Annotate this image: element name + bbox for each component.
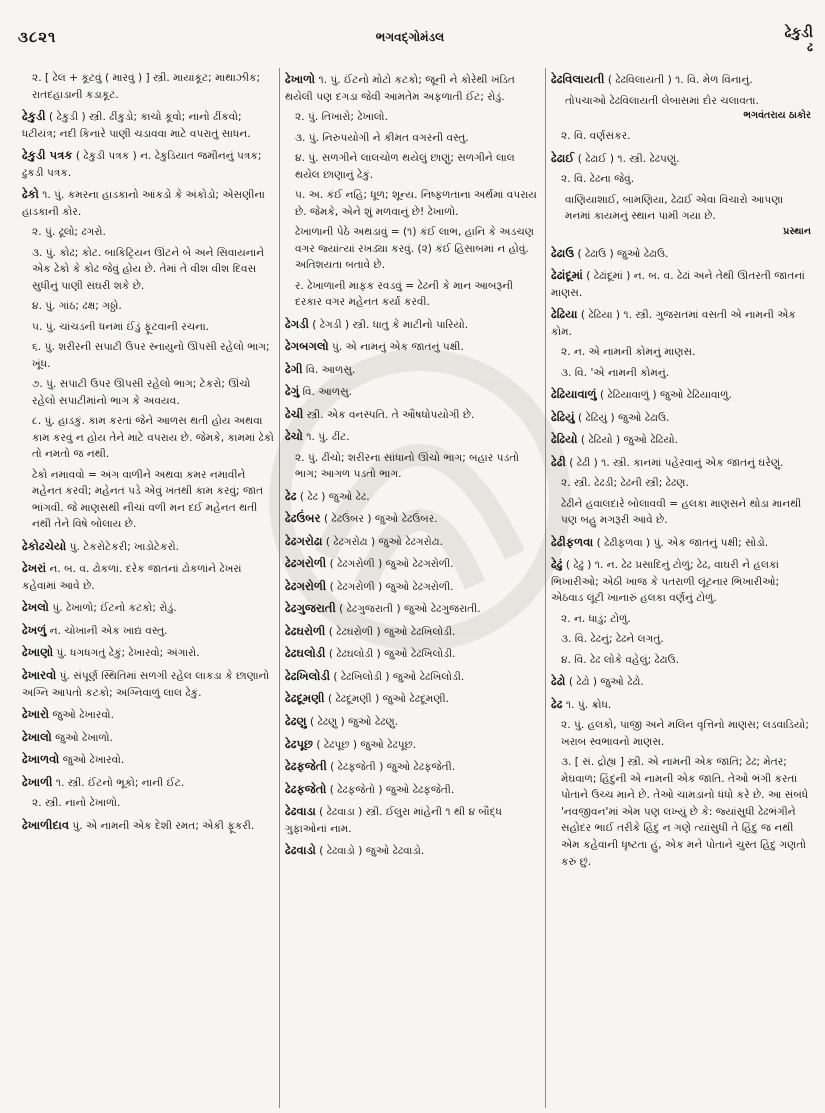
- quotation-text: તોપચાઓ ઢેઢવિલાયતી લેબાસમાં દોર ચલાવતા.: [565, 94, 759, 107]
- entry-definition: ( ઢેઢણુ ) જુઓ ઢેઢણુ.: [310, 715, 399, 728]
- entry-definition: ( ઢેઢીફળવા ) પું. એક જાતનું પક્ષી; સોડો.: [596, 536, 769, 549]
- quotation-text: વાણિયાશાઈ, બામણિયા, ઢેઢાઈ એવા વિચારો આપણા મનમાં કાયમનું સ્થાન પામી ગયા છે.: [565, 193, 784, 223]
- entry-definition: ૩. પું. કોઢ; કોટ. બાકિટ્રિયન ઊંટને બે અને સિવાયનાને એક ઢેકો કે કોઢ જેવું હોય છે. તેમાં તે વીશ વીશ દિવસ સુધીનું પાણી સંઘરી શકે છે.: [32, 246, 265, 292]
- entry-headword: ઢેઢફજેતી: [285, 759, 327, 774]
- entry-headword: ઢેઢપૂછ: [285, 736, 314, 751]
- entry-definition: ર. ઢેખાળાની માફક રવડવું = ઢેઢની કે માન આબરૂની દરકાર વગર મહેનત કર્યા કરવી.: [295, 279, 514, 309]
- entry-headword: ઢેખારો: [22, 707, 50, 722]
- entry-definition: ( ઢેઢગરોળી ) જુઓ ઢેઢગરોળી.: [329, 580, 454, 593]
- entry-definition: ૨. ન. એ નામની કોમનું માણસ.: [561, 346, 696, 359]
- entry-definition: ૧. પું. ક્રોધ.: [565, 698, 612, 711]
- dictionary-entry: [285, 360, 539, 379]
- dictionary-entry: [551, 453, 811, 472]
- dictionary-entry: [285, 735, 539, 754]
- dictionary-entry: [551, 672, 811, 691]
- dictionary-entry: [551, 555, 811, 607]
- entry-definition: ૩. વિ. 'એ નામની કોમનું.: [561, 366, 670, 379]
- entry-definition: ( ઢેઢગરોળી ) જુઓ ઢેઢગરોળી.: [329, 558, 454, 571]
- dictionary-entry: [285, 841, 539, 860]
- entry-headword: ઢેખાળી: [22, 774, 53, 789]
- dictionary-entry: [561, 365, 811, 382]
- entry-headword: ઢેઢફજેતો: [285, 781, 327, 796]
- entry-definition: ( ઢેઢાંદૂમાં ) ન. બ. વ. ઢેઢાં અને તેથી ઊતરતી જાતનાં માણસ.: [551, 270, 805, 299]
- entry-definition: ૨. ન. ધાડું; ટોળું.: [561, 612, 631, 625]
- entry-definition: ( ઢેઢઉંબર ) જુઓ ઢેઢઉંબર.: [323, 513, 438, 526]
- dictionary-entry: [285, 532, 539, 551]
- entry-definition: ( ઢેગડી ) સ્ત્રી. ધાતુ કે માટીનો પારિયો.: [312, 318, 469, 331]
- entry-headword: ઢેઢગરોળી: [285, 578, 327, 593]
- dictionary-entry: [32, 467, 274, 533]
- entry-headword: ઢેઢગરોઢા: [285, 533, 323, 548]
- entry-definition: ( ઢેઢવાડો ) જુઓ ઢેઢવાડો.: [319, 845, 425, 858]
- entry-definition: ૧. પું. ઈંટનો મોટો કટકો; જૂની ને કોરેથી ખંડિત થયેલી પણ દગડા જેવી આમતેમ અફળાતી ઈંટ; રોડું.: [285, 74, 515, 103]
- entry-headword: ઢેખાળવો: [22, 752, 60, 767]
- dictionary-entry: [295, 450, 539, 483]
- entry-definition: ઢેખાળાની પેઠે અથડાવું = (૧) કંઈ લાભ, હાનિ કે અડચણ વગર જ્યાંત્યાં રખડ્યા કરવું. (૨) કંઈ હિસાબમાં ન હોવું. અતિશયતા બતાવે છે.: [295, 226, 535, 272]
- dictionary-entry: [295, 109, 539, 126]
- entry-definition: ( ઢેઢગુજરાતી ) જુઓ ઢેઢગુજરાતી.: [339, 603, 481, 616]
- dictionary-entry: [551, 266, 811, 301]
- entry-headword: ઢેખારવો: [22, 667, 57, 682]
- entry-headword: ઢેઢિયું: [551, 409, 575, 424]
- dictionary-entry: [285, 337, 539, 356]
- dictionary-entry: [285, 554, 539, 573]
- entry-definition: ( ઢેઢિયાવાળું ) જુઓ ઢેઢિયાવાળું.: [599, 389, 732, 402]
- entry-headword: ઢેઢગરોળી: [285, 556, 327, 571]
- entry-definition: પું. સંપૂર્ણ સ્થિતિમાં સળગી રહેલ લાકડા કે છાણાનો અગ્નિ આપતો કટકો; અગ્નિવાળું લાલ ઢેકું.: [22, 669, 270, 699]
- entry-headword: ઢેઢાંદૂમાં: [551, 268, 583, 283]
- entry-definition: ( ઢેકુડી પત્રક ) ન. ઢેકુડિયાત જમીનનું પત્રક; ઢુકડી પત્રક.: [22, 150, 262, 179]
- dictionary-entry: [551, 533, 811, 552]
- entry-headword: ઢેખાણો: [22, 645, 54, 660]
- dictionary-entry: [285, 802, 539, 837]
- entry-headword: ઢેઢણુ: [285, 713, 307, 728]
- entry-definition: ૮. પું. હાડકું. કામ કરતાં જેને આળસ થતી હોય અથવા કામ કરવું ન હોય તેને માટે વપરાય છે. જેમકે, કામમાં ઢેકો તો નમતો જ નથી.: [32, 415, 274, 461]
- entry-definition: ૩. પું. નિરુપયોગી ને કીમત વગરની વસ્તુ.: [295, 131, 469, 144]
- entry-definition: ૨. [ ઢેલ + કૂટવું ( મારવું ) ] સ્ત્રી. માયાકૂટ; માથાઝીક; રાતદહાડાની કડાકૂટ.: [32, 72, 261, 101]
- entry-definition: ( ઢેઢફજેતી ) જુઓ ઢેઢફજેતી.: [330, 761, 456, 774]
- dictionary-entry: [22, 598, 274, 617]
- dictionary-entry: [285, 757, 539, 776]
- entry-definition: જુઓ ઢેખાળો.: [55, 731, 113, 744]
- entry-headword: ઢેઢગુજરાતી: [285, 601, 336, 616]
- guide-words: [784, 26, 813, 53]
- dictionary-entry: [551, 244, 811, 263]
- quotation-source: પ્રસ્થાન: [783, 225, 811, 237]
- entry-definition: ૫. પું. ચાંચડની ધનમાં ઈંડું ફૂટવાની રચના.: [32, 320, 210, 333]
- entry-definition: ૨. સ્ત્રી. નાનો ઢેખાળો.: [32, 797, 121, 810]
- dictionary-entry: [285, 509, 539, 528]
- entry-headword: ઢેઢઉંબર: [285, 511, 321, 526]
- entry-definition: વિ. આળસુ.: [302, 386, 353, 399]
- dictionary-entry: [285, 712, 539, 731]
- entry-headword: ઢેઢિયા: [551, 307, 578, 322]
- page-header: [0, 0, 825, 62]
- entry-headword: ઢેકુડી પત્રક: [22, 148, 73, 163]
- entry-definition: પું. એ નામનું એક જાતનું પક્ષી.: [332, 341, 464, 354]
- dictionary-entry: [551, 385, 811, 404]
- entry-definition: જુઓ ઢેખારવો.: [52, 709, 114, 722]
- dictionary-column-3: [551, 70, 811, 1106]
- entry-definition: ( ઢેઢાઉ ) જુઓ ઢેઢાઉ.: [577, 247, 669, 260]
- dictionary-column-2: [285, 70, 539, 1106]
- dictionary-entry: [22, 107, 274, 142]
- dictionary-entry: [22, 146, 274, 181]
- dictionary-entry: [295, 130, 539, 147]
- dictionary-entry: [32, 339, 274, 372]
- entry-definition: ૨. વિ. વર્ણસંકર.: [561, 129, 631, 142]
- entry-definition: ( ઢેઢખિલોડી ) જુઓ ઢેઢખિલોડી.: [333, 670, 465, 683]
- dictionary-entry: [285, 382, 539, 401]
- dictionary-entry: [22, 643, 274, 662]
- entry-headword: ઢેકુડી: [22, 109, 46, 124]
- dictionary-entry: [22, 621, 274, 640]
- entry-definition: ઢેકો નમાવવો = અંગ વાળીને અથવા કમર નમાવીને મહેનત કરવી; મહેનત પડે એવું ખંતથી કામ કરવું; જાત ભાંગવી. જે માણસથી નીચાં વળી મન દઈ મહેનત થતી નથી તેને વિષે બોલાય છે.: [32, 468, 264, 531]
- dictionary-entry: [32, 70, 274, 103]
- dictionary-entry: [285, 667, 539, 686]
- entry-definition: ૨. વિ. ઢેઢના જેવું.: [561, 173, 635, 186]
- dictionary-entry: [295, 150, 539, 183]
- dictionary-entry: [285, 622, 539, 641]
- entry-definition: સ્ત્રી. એક વનસ્પતિ. તે ઔષધોપયોગી છે.: [306, 408, 475, 421]
- dictionary-entry: [561, 652, 811, 669]
- entry-definition: ( ઢેઢફજેતો ) જુઓ ઢેઢફજેતી.: [329, 783, 455, 796]
- entry-headword: ઢેચો: [285, 429, 303, 444]
- dictionary-entry: [561, 344, 811, 361]
- entry-definition: વિ. આળસુ.: [305, 363, 356, 376]
- entry-definition: ૪. પું. સળગીને લાલચોળ થયેલું છાણું; સળગીને લાલ થયેલ છાણાનું ઢેકું.: [295, 152, 515, 181]
- entry-definition: ૪. પું. ગાંઠ; ઢક્ષ; ગઠ્ઠો.: [32, 300, 122, 313]
- entry-definition: ( ઢેઢ ) જુઓ ઢેઢ.: [299, 490, 370, 503]
- dictionary-entry: [285, 315, 539, 334]
- entry-headword: ઢેઢી: [551, 454, 566, 469]
- dictionary-entry: [561, 496, 811, 529]
- entry-definition: ન. બ. વ. ઢોકળાં. દરેક જાતનાં ઢોકળાંને ઢેખરાં કહેવામાં આવે છે.: [22, 563, 242, 592]
- entry-headword: ઢેખરાં: [22, 561, 47, 576]
- entry-headword: ઢેગી: [285, 361, 303, 376]
- dictionary-entry: [22, 773, 274, 792]
- entry-definition: ન. ચોખાની એક ખાદ્ય વસ્તુ.: [49, 624, 168, 637]
- entry-definition: ૧. પું. કમરના હાડકાનો આંકડો કે અંકોડો; એસણીના હાડકાની કોર.: [22, 189, 265, 218]
- dictionary-entry: [22, 666, 274, 701]
- entry-headword: ઢેઢ: [285, 488, 297, 503]
- entry-definition: પું. ઢેખાળો; ઈંટનો કટકો; રોડું.: [52, 602, 177, 615]
- dictionary-entry: [32, 298, 274, 315]
- entry-headword: ઢેખાળીદાવ: [22, 817, 70, 832]
- dictionary-entry: [551, 430, 811, 449]
- column-divider: [279, 68, 280, 1108]
- entry-headword: ઢેઢવિલાયતી: [551, 72, 605, 86]
- entry-headword: ઢેઢાઉ: [551, 245, 575, 260]
- entry-definition: પું. ટેકરોટેકરી; ખાડોટેકરો.: [69, 540, 180, 553]
- entry-definition: ( ઢેકુડી ) સ્ત્રી. ઢીંકુડો; કાચો કૂવો; નાનો ઢીંકવો; ધટીયંત્ર; નદી કિનારે પાણી ચડાવવા માટે વપરાતું સાધન.: [22, 111, 251, 140]
- dictionary-entry: [285, 405, 539, 424]
- entry-definition: ૧. સ્ત્રી. ઈંટનો ભૂકો; નાની ઈંટ.: [55, 776, 185, 789]
- dictionary-entry: [285, 599, 539, 618]
- entry-headword: ઢેઢઘલોડી: [285, 646, 326, 661]
- guide-word-bottom: ઢ: [807, 39, 813, 54]
- entry-definition: ૩. [ સં. દ્રોહ્ય ] સ્ત્રી. એ નામની એક જાતિ; ઢેઢ; મેતર; મેઘવાળ; હિંદુની એ નામની એક જાતિ. તેઓ ભંગી કરતાં પોતાને ઉચ્ચ માને છે. તેઓ ચામડાંનો ધંધો કરે છે. આ સંબંધે 'નવજીવન'માં એમ પણ લખ્યું છે કે: જ્યાંસુધી ઢેઢભંગીને સહોદર ભાઈ તરીકે હિંદુ ન ગણે ત્યાંસુધી તે હિંદુ જ નથી એમ કહેવાની ધૃષ્ટતા હું, એક મને પોતાને ચુસ્ત હિંદુ ગણતો કરું છું.: [561, 756, 809, 868]
- entry-headword: ઢેઢઘરોળી: [285, 623, 326, 638]
- entry-definition: ( ઢેઢિયા ) ૧. સ્ત્રી. ગુજરાતમાં વસતી એ નામની એક કોમ.: [551, 309, 796, 338]
- dictionary-entry: [285, 427, 539, 446]
- entry-headword: ઢેગડી: [285, 316, 309, 331]
- dictionary-entry: [551, 695, 811, 714]
- entry-headword: ઢેઢદૂમણી: [285, 691, 325, 706]
- dictionary-entry: [561, 631, 811, 648]
- entry-headword: ઢેગબગલો: [285, 339, 329, 354]
- entry-definition: ( ઢેઢિયો ) જુઓ ઢેઢિયો.: [580, 434, 679, 447]
- entry-definition: પું. ધગધગતું ઢેકું; ઢેખારવો; અંગારો.: [56, 647, 200, 660]
- entry-definition: ૪. વિ. ઢેઢ લોકે વહેલું; ઢેઢાઉ.: [561, 653, 680, 666]
- dictionary-entry: [561, 717, 811, 750]
- dictionary-entry: [295, 278, 539, 311]
- dictionary-column-1: [22, 70, 274, 1106]
- dictionary-entry: [295, 224, 539, 274]
- entry-definition: ( ઢેઢપૂછ ) જુઓ ઢેઢપૂછ.: [316, 738, 417, 751]
- dictionary-entry: [32, 224, 274, 241]
- dictionary-entry: [551, 149, 811, 168]
- entry-definition: જુઓ ઢેખારવો.: [62, 754, 125, 767]
- dictionary-entry: [561, 475, 811, 492]
- dictionary-entry: [561, 754, 811, 870]
- dictionary-entry: [561, 611, 811, 628]
- entry-definition: ૨. પું. તિખારો; ઢેખાલો.: [295, 111, 388, 124]
- entry-definition: ૫. અ. કંઈ નહિ; ધૂળ; શૂન્ય. નિષ્ફળતાના અર્થમાં વપરાય છે. જેમકે, એને શું મળવાનું છે! ઢેખાળો.: [295, 189, 537, 218]
- dictionary-entry: [22, 705, 274, 724]
- entry-headword: ઢેગું: [285, 384, 300, 399]
- entry-definition: ૩. વિ. ઢેઢનું; ઢેઢને લગતું.: [561, 633, 664, 646]
- entry-definition: ( ઢેઢાઈ ) ૧. સ્ત્રી. ઢેઢપણું.: [577, 152, 680, 165]
- dictionary-entry: [551, 70, 811, 89]
- entry-definition: ૨. પું. ઢીંચો; શરીરના સાંધાનો ઊંચો ભાગ; બહાર પડતો ભાગ; આગળ પડતો ભાગ.: [295, 451, 519, 481]
- entry-headword: ઢેઢ: [551, 696, 563, 711]
- dictionary-entry: [22, 559, 274, 594]
- entry-headword: ઢેકો: [22, 187, 39, 202]
- entry-headword: ઢેઢવાડો: [285, 843, 316, 858]
- entry-definition: ૭. પું. સપાટી ઉપર ઊપસી રહેલો ભાગ; ટેકરો; ઊંચો રહેલો સપાટીમાંનો ભાગ કે અવયવ.: [32, 378, 251, 407]
- dictionary-entry: [22, 537, 274, 556]
- dictionary-entry: [32, 319, 274, 336]
- dictionary-entry: [285, 487, 539, 506]
- dictionary-entry: [32, 413, 274, 463]
- entry-definition: ( ઢેઢગરોઢા ) જુઓ ઢેઢગરોઢા.: [325, 535, 443, 548]
- dictionary-entry: [32, 795, 274, 812]
- dictionary-entry: [285, 70, 539, 105]
- quotation-source: ભગવંતરાય ઠાકોર: [743, 110, 811, 122]
- entry-definition: ( ઢેઢો ) જુઓ ઢેઢો.: [568, 676, 644, 689]
- running-title: ભગવદ્ગોમંડલ: [375, 30, 445, 44]
- entry-definition: ( ઢેઢું ) ૧. ન. ઢેઢ પ્રસાદિનું ટોળું; ઢેઢ, વાઘરી ને હલકાં ભિખારીઓ; એઠી ખાજ કે પતરાળી લૂંટનાર ભિખારીઓ; એઠવાડ લૂંટી ખાનારું હલકા વર્ણનું ટોળું.: [551, 559, 780, 605]
- entry-headword: ઢેકોઢચેયો: [22, 538, 67, 553]
- entry-definition: ઢેઢીને હવાલદારે બોલાવવી = હલકા માણસને થોડા માનથી પણ બહુ મગરૂરી આવે છે.: [561, 497, 802, 527]
- dictionary-entry: [551, 408, 811, 427]
- entry-definition: ૨. પું. હલકો, પાજી અને મલિન વૃત્તિનો માણસ; લડવાડિયો; ખરાબ સ્વભાવનો માણસ.: [561, 719, 809, 748]
- entry-headword: ઢેખલો: [22, 600, 49, 615]
- entry-headword: ઢેખાળો: [285, 72, 316, 86]
- entry-headword: ઢેઢિયાવાળું: [551, 387, 597, 402]
- entry-headword: ઢેઢું: [551, 557, 563, 572]
- entry-headword: ઢેખાલો: [22, 729, 52, 744]
- dictionary-entry: [295, 187, 539, 220]
- entry-headword: ઢેઢવાડા: [285, 804, 316, 819]
- dictionary-entry: [285, 689, 539, 708]
- dictionary-entry: [32, 245, 274, 295]
- dictionary-entry: [561, 128, 811, 145]
- entry-definition: ( ઢેઢઘલોડી ) જુઓ ઢેઢખિલોડી.: [328, 648, 456, 661]
- dictionary-entry: [561, 171, 811, 188]
- entry-headword: ઢેઢાઈ: [551, 150, 575, 165]
- entry-definition: ( ઢેઢવાડા ) સ્ત્રી. ઈલુરા માંહેની ૧ થી ૪ બૌદ્ધ ગુફાઓનાં નામ.: [285, 806, 502, 835]
- dictionary-entry: [285, 577, 539, 596]
- entry-headword: ઢેખળું: [22, 622, 47, 637]
- entry-definition: પું. એ નામની એક દેશી રમત; એકી ફૂકરી.: [72, 819, 255, 832]
- entry-headword: ઢેઢીફળવા: [551, 534, 594, 549]
- dictionary-entry: [22, 816, 274, 835]
- dictionary-entry: [22, 185, 274, 220]
- entry-definition: ૨. પું. ઢૂલો; ઢગરો.: [32, 226, 106, 239]
- entry-headword: ઢેચી: [285, 406, 304, 421]
- page-number: ૩૮૨૧: [18, 28, 57, 46]
- dictionary-entry: [22, 750, 274, 769]
- entry-definition: ( ઢેઢી ) ૧. સ્ત્રી. કાનમાં પહેરવાનું એક જાતનું ઘરેણું.: [569, 456, 784, 469]
- entry-quotation: [565, 192, 811, 240]
- guide-word-top: ઢેકુડી: [784, 25, 813, 41]
- entry-definition: ( ઢેઢઘરોળી ) જુઓ ઢેઢખિલોડી.: [328, 625, 456, 638]
- entry-quotation: [565, 93, 811, 124]
- entry-definition: ૧. પું. ઢીંટ.: [306, 431, 350, 444]
- entry-definition: ૬. પું. શરીરની સપાટી ઉપર સ્નાયુનો ઊપસી રહેલો ભાગ; ખૂંધ.: [32, 341, 270, 370]
- dictionary-entry: [285, 644, 539, 663]
- dictionary-entry: [285, 780, 539, 799]
- entry-headword: ઢેઢખિલોડી: [285, 668, 331, 683]
- dictionary-entry: [551, 305, 811, 340]
- dictionary-entry: [32, 376, 274, 409]
- entry-definition: ૨. સ્ત્રી. ઢેઢડી; ઢેઢની સ્ત્રી; ઢેઢણ.: [561, 477, 689, 490]
- entry-definition: ( ઢેઢવિલાયતી ) ૧. વિ. મેળ વિનાનું.: [607, 74, 753, 86]
- entry-definition: ( ઢેઢદૂમણી ) જુઓ ઢેઢદૂમણી.: [328, 693, 449, 706]
- column-divider: [545, 68, 546, 1108]
- entry-headword: ઢેઢો: [551, 674, 566, 689]
- entry-headword: ઢેઢિયો: [551, 432, 578, 447]
- entry-definition: ( ઢેઢિયું ) જુઓ ઢેઢાઉ.: [578, 411, 670, 424]
- dictionary-entry: [22, 728, 274, 747]
